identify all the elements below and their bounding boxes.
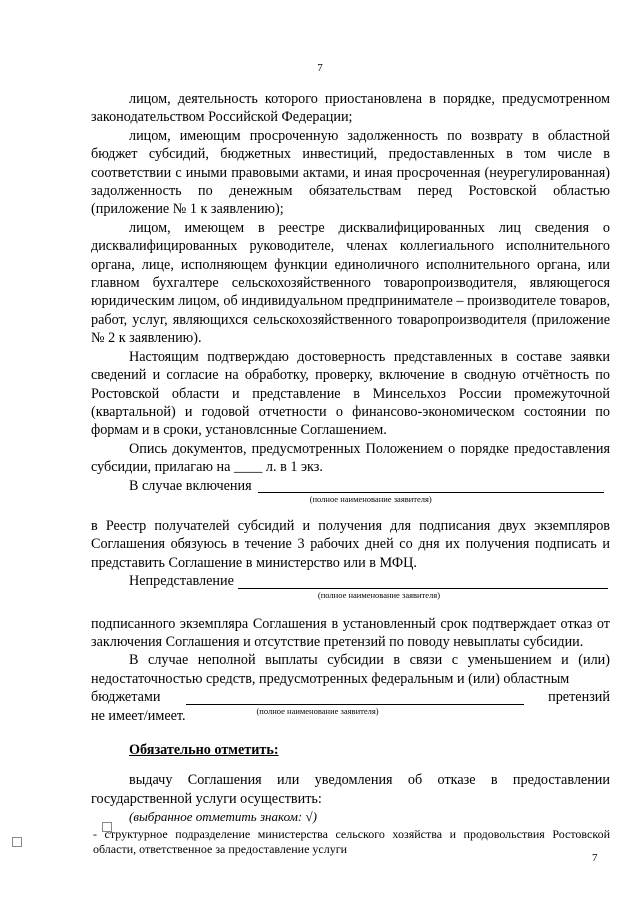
applicant-name-field-1[interactable]	[252, 477, 610, 504]
paragraph-3: лицом, имеющем в реестре дисквалифицированных лиц сведения о дисквалифицированных руководителе, членах коллегиального исполнительного органа, лице, исполняющем функции единоличного исполнительного органа, или главном бухгалтере сельскохозяйственного товаропроизводителя, являющегося юридическим лицом, об индивидуальном предпринимателе – производителе товаров, работ, услуг, являющихся сельскохозяйственного товаропроизводителя (приложение № 2 к заявлению).	[91, 219, 610, 347]
paragraph-1: лицом, деятельность которого приостановлена в порядке, предусмотренном законодательством Российской Федерации;	[91, 91, 610, 126]
paragraph-10: В случае неполной выплаты субсидии в связи с уменьшением и (или) недостаточностью средств, предусмотренных федеральным и (или) областным	[91, 652, 610, 687]
claims-label: претензий	[548, 689, 610, 706]
applicant-name-field-2[interactable]	[234, 573, 610, 600]
applicant-name-field-3[interactable]	[160, 689, 548, 716]
document-body	[91, 90, 610, 857]
paragraph-9: подписанного экземпляра Соглашения в установленный срок подтверждает отказ от заключения Соглашения и отсутствие претензий по поводу невыплаты субсидии.	[91, 615, 610, 650]
inclusion-line-row	[91, 477, 610, 504]
option-second-checkbox[interactable]	[102, 822, 112, 832]
page-number-bottom: 7	[592, 852, 598, 864]
paragraph-2: лицом, имеющим просроченную задолженность по возврату в областной бюджет субсидий, бюджетных инвестиций, предоставленных в том числе в соответствии с иными правовыми актами, и иная просроченная (неурегулированная) задолженность по денежным обязательствам перед Ростовской областью (приложение № 1 к заявлению);	[91, 127, 610, 218]
non-submission-label: Непредставление	[129, 573, 234, 590]
paragraph-7: в Реестр получателей субсидий и получения для подписания двух экземпляров Соглашения обязуюсь в течение 3 рабочих дней со дня их получения подписать и представить Соглашение в министерство или в МФЦ.	[91, 517, 610, 571]
mandatory-mark-heading: Обязательно отметить:	[129, 742, 279, 758]
applicant-name-caption-1: (полное наименование заявителя)	[309, 493, 432, 504]
budget-label: бюджетами	[91, 689, 161, 706]
option-ministry-row	[91, 827, 610, 857]
paragraph-11: выдачу Соглашения или уведомления об отказе в предоставлении государственной услуги осуществить:	[91, 772, 610, 807]
non-submission-line-row	[91, 572, 610, 600]
paragraph-10-end: не имеет/имеет.	[91, 707, 186, 724]
selection-hint: (выбранное отметить знаком: √)	[129, 809, 317, 825]
option-ministry-checkbox[interactable]	[12, 837, 22, 847]
option-ministry-label: - структурное подразделение министерства сельского хозяйства и продовольствия Ростовской области, ответственное за предоставление услуги	[93, 826, 610, 856]
page-number-top: 7	[317, 62, 323, 74]
paragraph-5: Опись документов, предусмотренных Положением о порядке предоставления субсидии, прилагаю на ____ л. в 1 экз.	[91, 440, 610, 476]
paragraph-4: Настоящим подтверждаю достоверность представленных в составе заявки сведений и согласие на обработку, проверку, включение в сводную отчётность по Ростовской области и представление в Минсельхоз России промежуточной (квартальной) и годовой отчетности о финансово-экономическом состоянии по формам и в сроки, установлснные Соглашением.	[91, 348, 610, 439]
applicant-name-caption-2: (полное наименование заявителя)	[317, 589, 441, 600]
applicant-name-caption-3: (полное наименование заявителя)	[256, 705, 379, 716]
inclusion-label: В случае включения	[129, 477, 252, 494]
